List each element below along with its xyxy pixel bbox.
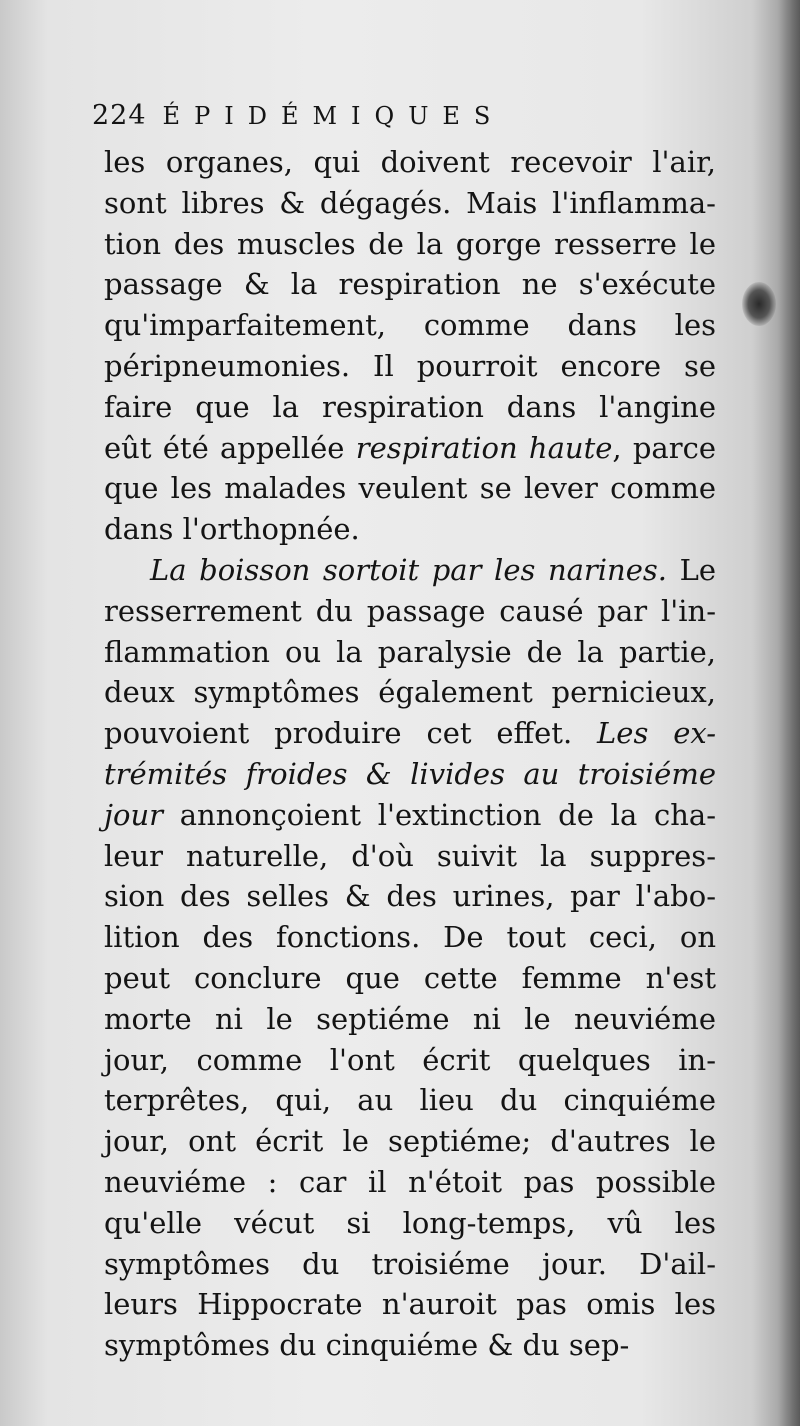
text-segment: symptômes du troisiéme jour. D'ail-	[104, 1246, 716, 1281]
text-line	[104, 183, 716, 224]
page-edge-shadow	[778, 0, 800, 1426]
text-line	[104, 876, 716, 917]
text-segment: neuviéme : car il n'étoit pas possible	[104, 1164, 716, 1199]
text-line	[104, 346, 716, 387]
ink-stain	[742, 282, 776, 326]
text-line	[104, 672, 716, 713]
text-segment: symptômes du cinquiéme & du sep-	[104, 1328, 630, 1363]
italic-text: respiration haute	[355, 430, 613, 465]
text-line	[104, 1244, 716, 1285]
text-segment: qu'elle vécut si long-temps, vû les	[104, 1205, 716, 1240]
text-line	[104, 1080, 716, 1121]
text-segment: jour, comme l'ont écrit quelques in-	[104, 1042, 716, 1077]
text-line	[104, 591, 716, 632]
text-line	[104, 264, 716, 305]
text-line	[104, 958, 716, 999]
text-segment: qu'imparfaitement, comme dans les	[104, 308, 716, 343]
italic-text: trémités froides & livides au troisiéme	[104, 756, 716, 791]
text-segment: les organes, qui doivent recevoir l'air,	[104, 145, 716, 179]
text-line	[104, 224, 716, 265]
text-line	[104, 1121, 716, 1162]
text-segment: peut conclure que cette femme n'est	[104, 960, 716, 995]
text-segment: Le	[667, 552, 717, 587]
text-segment: que les malades veulent se lever comme	[104, 471, 716, 506]
text-line	[104, 754, 716, 795]
text-segment: sion des selles & des urines, par l'abo-	[104, 879, 716, 914]
text-segment: flammation ou la paralysie de la partie,	[104, 634, 716, 669]
text-segment: pouvoient produire cet effet.	[104, 716, 598, 751]
running-header	[92, 100, 504, 131]
text-line	[104, 468, 716, 509]
text-line	[104, 387, 716, 428]
text-segment: lition des fonctions. De tout ceci, on	[104, 920, 716, 955]
text-line	[104, 142, 716, 183]
text-line	[104, 428, 716, 469]
italic-text: Les ex-	[597, 716, 716, 751]
text-segment: resserrement du passage causé par l'in-	[104, 593, 716, 628]
text-segment: dans l'orthopnée.	[104, 512, 360, 547]
text-line	[104, 550, 716, 591]
text-segment: eût été appellée	[104, 430, 356, 465]
text-segment: jour, ont écrit le septiéme; d'autres le	[104, 1124, 716, 1159]
text-line	[104, 1040, 716, 1081]
text-segment: faire que la respiration dans l'angine	[104, 389, 716, 424]
text-line	[104, 999, 716, 1040]
text-segment: deux symptômes également pernicieux,	[104, 675, 716, 710]
text-line	[104, 795, 716, 836]
text-segment: , parce	[612, 430, 716, 465]
text-line	[104, 917, 716, 958]
text-segment: morte ni le septiéme ni le neuviéme	[104, 1001, 716, 1036]
text-line	[104, 1325, 716, 1366]
text-segment: annonçoient l'extinction de la cha-	[163, 797, 716, 832]
running-title: ÉPIDÉMIQUES	[162, 102, 505, 130]
text-line	[104, 1284, 716, 1325]
text-line	[104, 509, 716, 550]
text-segment: sont libres & dégagés. Mais l'inflamma-	[104, 185, 716, 220]
text-line	[104, 836, 716, 877]
text-segment: tion des muscles de la gorge resserre le	[104, 226, 716, 261]
page-number: 224	[92, 100, 147, 131]
text-line	[104, 632, 716, 673]
text-segment: terprêtes, qui, au lieu du cinquiéme	[104, 1083, 716, 1118]
text-segment: passage & la respiration ne s'exécute	[104, 267, 716, 302]
text-line	[104, 713, 716, 754]
text-line	[104, 305, 716, 346]
italic-text: jour	[104, 797, 163, 832]
text-segment: leurs Hippocrate n'auroit pas omis les	[104, 1287, 716, 1322]
text-segment: péripneumonies. Il pourroit encore se	[104, 348, 716, 383]
text-line	[104, 1203, 716, 1244]
body-text	[104, 142, 716, 1366]
text-line	[104, 1162, 716, 1203]
italic-text: La boisson sortoit par les narines.	[150, 552, 667, 587]
text-segment: leur naturelle, d'où suivit la suppres-	[104, 838, 716, 873]
